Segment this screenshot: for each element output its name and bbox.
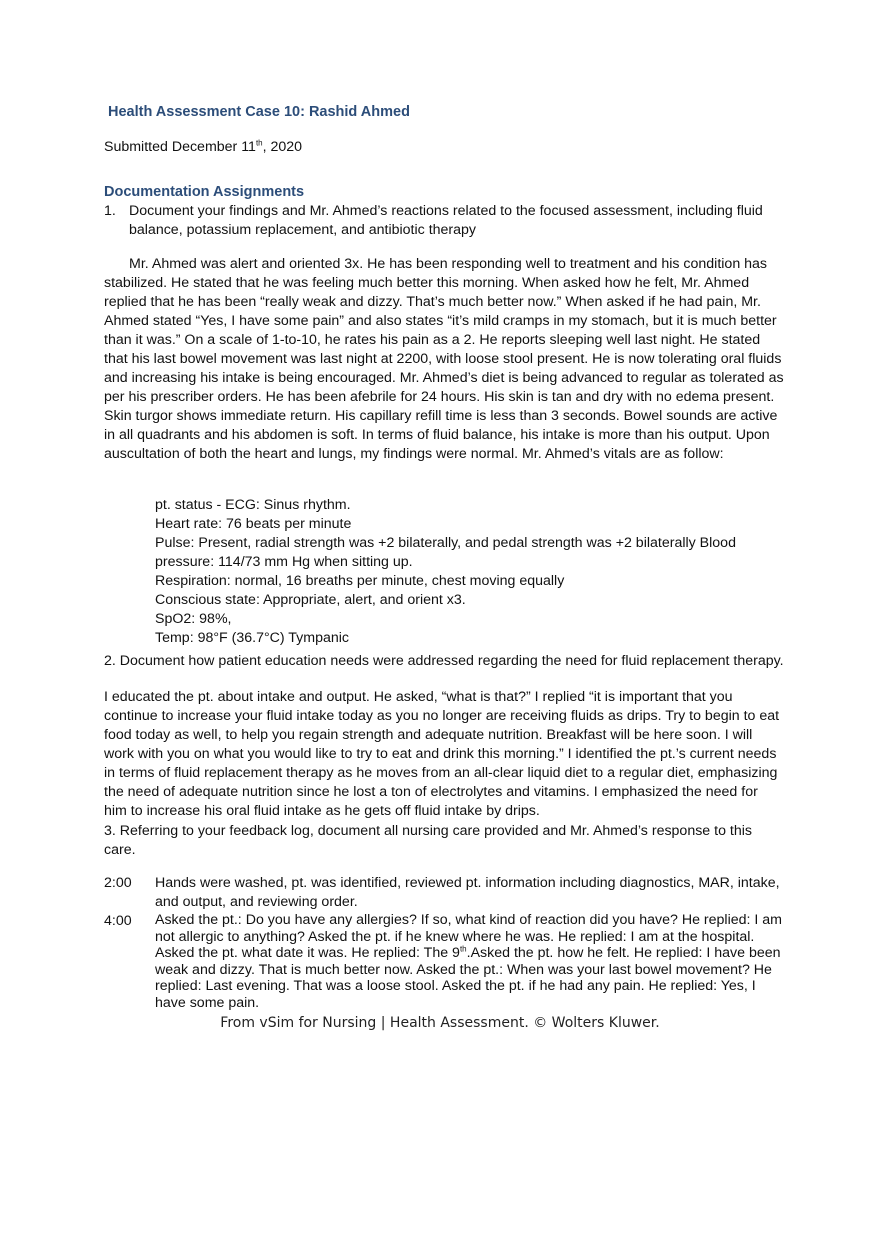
vital-respiration: Respiration: normal, 16 breaths per minute, chest moving equally [155,573,565,589]
submitted-suffix: , 2020 [262,139,303,155]
footer-credit: From vSim for Nursing | Health Assessment. © Wolters Kluwer. [220,1015,660,1031]
vital-conscious-state: Conscious state: Appropriate, alert, and orient x3. [155,592,466,608]
vital-heart-rate: Heart rate: 76 beats per minute [155,516,352,532]
document-title: Health Assessment Case 10: Rashid Ahmed [108,104,410,120]
log-text-sup: th [459,944,467,954]
log-time: 4:00 [104,913,132,929]
submitted-sup: th [255,138,263,148]
vitals-list [155,496,795,648]
vital-temp: Temp: 98°F (36.7°C) Tympanic [155,630,350,646]
log-time: 2:00 [104,875,132,891]
question-1-number: 1. [104,203,116,219]
submitted-prefix: Submitted December 11 [104,139,256,155]
education-paragraph: I educated the pt. about intake and output. He asked, “what is that?” I replied “it is important that you continue to increase your fluid intake today as you no longer are receiving fluids as drips. Try to begin to eat food today as well, to help you regain strength and adequate nutrition. Breakfast will be here soon. I will work with you on what you would like to try to eat and drink this morning.” I identified the pt.’s current needs in terms of fluid replacement therapy as he moves from an all-clear liquid diet to a regular diet, emphasizing the need of adequate nutrition since he lost a ton of electrolytes and vitamins. I emphasized the need for him to increase his oral fluid intake as he gets off fluid intake by drips. [104,689,780,819]
question-1-text: Document your findings and Mr. Ahmed’s reactions related to the focused assessment, including fluid balance, potassium replacement, and antibiotic therapy [129,203,763,238]
vital-spo2: SpO2: 98%, [155,611,232,627]
question-2: 2. Document how patient education needs were addressed regarding the need for fluid replacement therapy. [104,653,784,669]
question-3: 3. Referring to your feedback log, document all nursing care provided and Mr. Ahmed’s response to this care. [104,823,752,858]
vital-pulse-bp: Pulse: Present, radial strength was +2 bilaterally, and pedal strength was +2 bilaterally Blood pressure: 114/73 mm Hg when sitting up. [155,535,736,570]
log-text: Hands were washed, pt. was identified, reviewed pt. information including diagnostics, MAR, intake, and output, and reviewing order. [155,875,780,910]
log-entry [104,874,784,912]
question-1 [104,202,784,240]
submitted-date [104,138,302,157]
log-text-part-a: Asked the pt.: Do you have any allergies? If so, what kind of reaction did you have? He replied: I am not allergic to anything? Asked the pt. if he knew where he was. He replied: I am at the hospital. Asked the pt. what date it was. He replied: The 9 [155,912,782,961]
feedback-log [104,874,784,1011]
assessment-paragraph: Mr. Ahmed was alert and oriented 3x. He has been responding well to treatment and his condition has stabilized. He stated that he was feeling much better this morning. When asked how he felt, Mr. Ahmed replied that he has been “really weak and dizzy. That’s much better now.” When asked if he had pain, Mr. Ahmed stated “Yes, I have some pain” and also states “it’s mild cramps in my stomach, but it is much better than it was.” On a scale of 1-to-10, he rates his pain as a 2. He reports sleeping well last night. He stated that his last bowel movement was last night at 2200, with loose stool present. He is now tolerating oral fluids and increasing his intake is being encouraged. Mr. Ahmed’s diet is being advanced to regular as tolerated as per his prescriber orders. He has been afebrile for 24 hours. His skin is tan and dry with no edema present. Skin turgor shows immediate return. His capillary refill time is less than 3 seconds. Bowel sounds are active in all quadrants and his abdomen is soft. In terms of fluid balance, his intake is more than his output. Upon auscultation of both the heart and lungs, my findings were normal. Mr. Ahmed’s vitals are as follow: [104,256,784,462]
section-heading: Documentation Assignments [104,184,305,200]
vital-ecg: pt. status - ECG: Sinus rhythm. [155,497,351,513]
log-text-part-b: .Asked the pt. how he felt. He replied: I have been weak and dizzy. That is much better now. Asked the pt.: When was your last bowel movement? He replied: Last evening. That was a loose stool. Asked the pt. if he had any pain. He replied: Yes, I have some pain. [155,945,781,1011]
log-text [155,912,784,1011]
log-entry [104,912,784,1011]
